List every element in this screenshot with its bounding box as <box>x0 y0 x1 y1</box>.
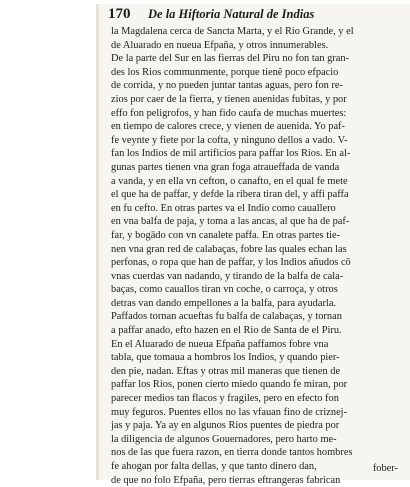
text-line: muy feguros. Puentes ellos no las vfauan fino de criznej- <box>111 406 348 418</box>
text-line: en vna balfa de paja, y toma a las ancas, al que ha de paf- <box>111 216 350 228</box>
text-line: perfonas, o ropa que han de paffar, y los Indios añudos cō <box>111 257 351 269</box>
text-line: en tiempo de calores crece, y vienen de auenida. Yo paf- <box>111 121 345 133</box>
text-line: de que no folo Efpaña, pero tierras eftrangeras fabrican <box>111 474 341 486</box>
catchword: fober- <box>372 463 398 474</box>
text-line: Paffados tornan acueftas fu balfa de calabaças, y tornan <box>111 311 342 323</box>
text-line: a vanda, y en ella vn cefton, o canafto, en el qual fe mete <box>111 175 348 187</box>
text-line: far, y bogādo con vn canalete paffa. En otras partes tie- <box>111 229 341 241</box>
text-line: la diligencia de algunos Gouernadores, pero harto me- <box>111 433 337 445</box>
text-line: a paffar anado, efto hazen en el Rio de Santa de el Piru. <box>111 325 342 337</box>
text-line: de corrida, y no pueden juntar tantas aguas, pero fon re- <box>111 80 343 92</box>
text-line: la Magdalena cerca de Sancta Marta, y el Rio Grande, y el <box>111 26 354 37</box>
text-line: fe ahogan por falta dellas, y que tanto dinero dan, <box>111 461 317 472</box>
text-line: nen vna gran red de calabaças, fobre las quales echan las <box>111 243 347 255</box>
text-line: En el Aluarado de nueua Efpaña paffamos fobre vna <box>111 338 329 350</box>
text-line: tabla, que tomaua a hombros los Indios, y quando pier- <box>111 352 340 364</box>
text-line: de Aluarado en nueua Efpaña, y otros innumerables. <box>111 39 329 51</box>
text-line: gunas partes tienen vna gran foga atraueffada de vanda <box>111 161 340 173</box>
running-title: De la Hiftoria Natural de Indias <box>148 7 315 21</box>
text-line: De la parte del Sur en las fierras del Piru no fon tan gran- <box>111 53 350 65</box>
text-line: el que ha de paffar, y defde la ribera tiran del, y affi paffa <box>111 189 349 201</box>
text-line: effo fon peligrofos, y han fido caufa de muchas muertes: <box>111 107 347 119</box>
text-line: fe veynte y fiete por la cofta, y ninguno dellos a vado. V- <box>111 134 348 146</box>
text-line: detras van dando empellones a la balfa, para ayudarla. <box>111 297 337 309</box>
text-line: en fu cefto. En otras partes va el Indio como cauallero <box>111 202 336 214</box>
text-line: paffar los Rios, ponen cierto miedo quando fe miran, por <box>111 379 348 391</box>
text-line: fan los Indios de mil artificios para paffar los Rios. En al- <box>111 148 351 160</box>
text-line: nos de las que fuera razon, en tierra donde tantos hombres <box>111 447 353 459</box>
text-line: baças, como cauallos tiran vn coche, o carroça, y otros <box>111 284 338 296</box>
page-number: 170 <box>108 6 131 22</box>
text-line: den pie, nadan. Eftas y otras mil maneras que tienen de <box>111 365 341 377</box>
text-line: parecer medios tan flacos y fragiles, pero en efecto fon <box>111 393 339 405</box>
text-line: des los Rios communmente, porque tienẽ poco efpacio <box>111 66 339 78</box>
text-line: jas y paja. Ya ay en algunos Rios puentes de piedra por <box>111 420 340 432</box>
text-line: zios por caer de la fierra, y tienen auenidas fubitas, y por <box>111 93 347 105</box>
page-gutter <box>96 4 99 480</box>
text-line: vnas cuerdas van nadando, y tirando de la balfa de cala- <box>111 270 344 282</box>
body-text <box>111 25 403 487</box>
page-header <box>108 6 404 24</box>
